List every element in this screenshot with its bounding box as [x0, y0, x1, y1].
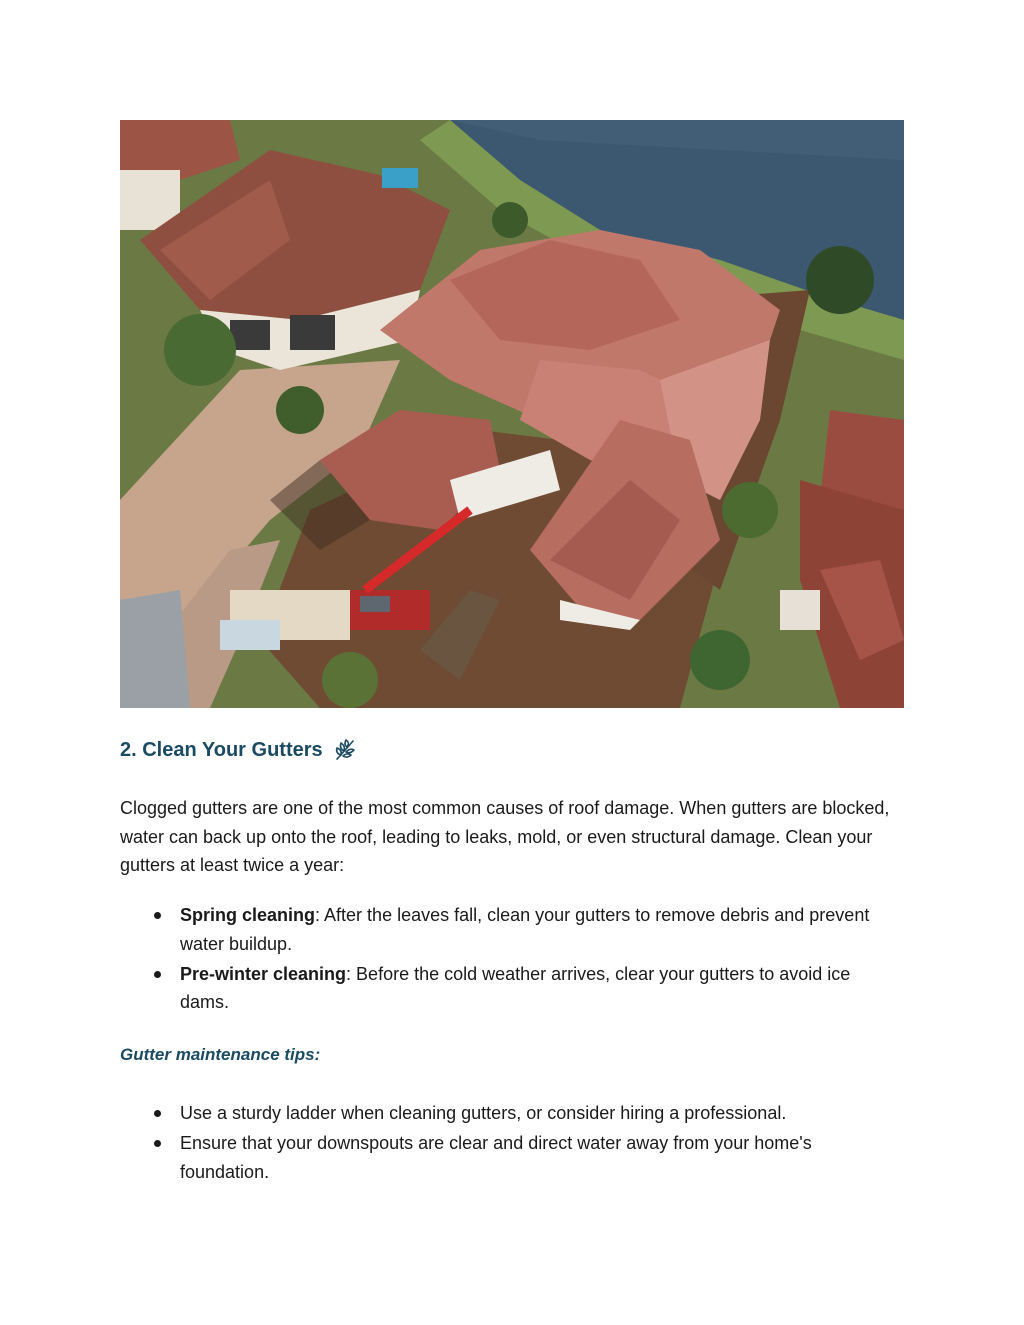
list-item-bold: Spring cleaning	[180, 905, 316, 925]
intro-paragraph: Clogged gutters are one of the most common causes of roof damage. When gutters are blocked, water can back up onto the roof, leading to leaks, mold, or even structural damage. Clean your gutters at least twice a year:	[120, 798, 890, 875]
list-item	[120, 960, 904, 1017]
list-item: Use a sturdy ladder when cleaning gutters, or consider hiring a professional.	[120, 1099, 904, 1128]
tips-heading: Gutter maintenance tips:	[120, 1045, 321, 1064]
list-item: Ensure that your downspouts are clear and direct water away from your home's foundation.	[120, 1129, 904, 1186]
list-item-text: : Before the cold weather arrives, clear your gutters to avoid ice dams.	[180, 963, 851, 1012]
aerial-roof-photo	[120, 120, 904, 708]
list-item-bold: Pre-winter cleaning	[180, 963, 347, 984]
section-heading	[120, 738, 357, 762]
list-item	[120, 901, 904, 958]
section-heading-text: 2. Clean Your Gutters	[120, 738, 323, 761]
list-item-text: : After the leaves fall, clean your gutters to remove debris and prevent water buildup.	[180, 905, 870, 954]
tips-list	[120, 1099, 904, 1188]
cleaning-list	[120, 901, 904, 1018]
leaf-icon	[333, 738, 357, 762]
